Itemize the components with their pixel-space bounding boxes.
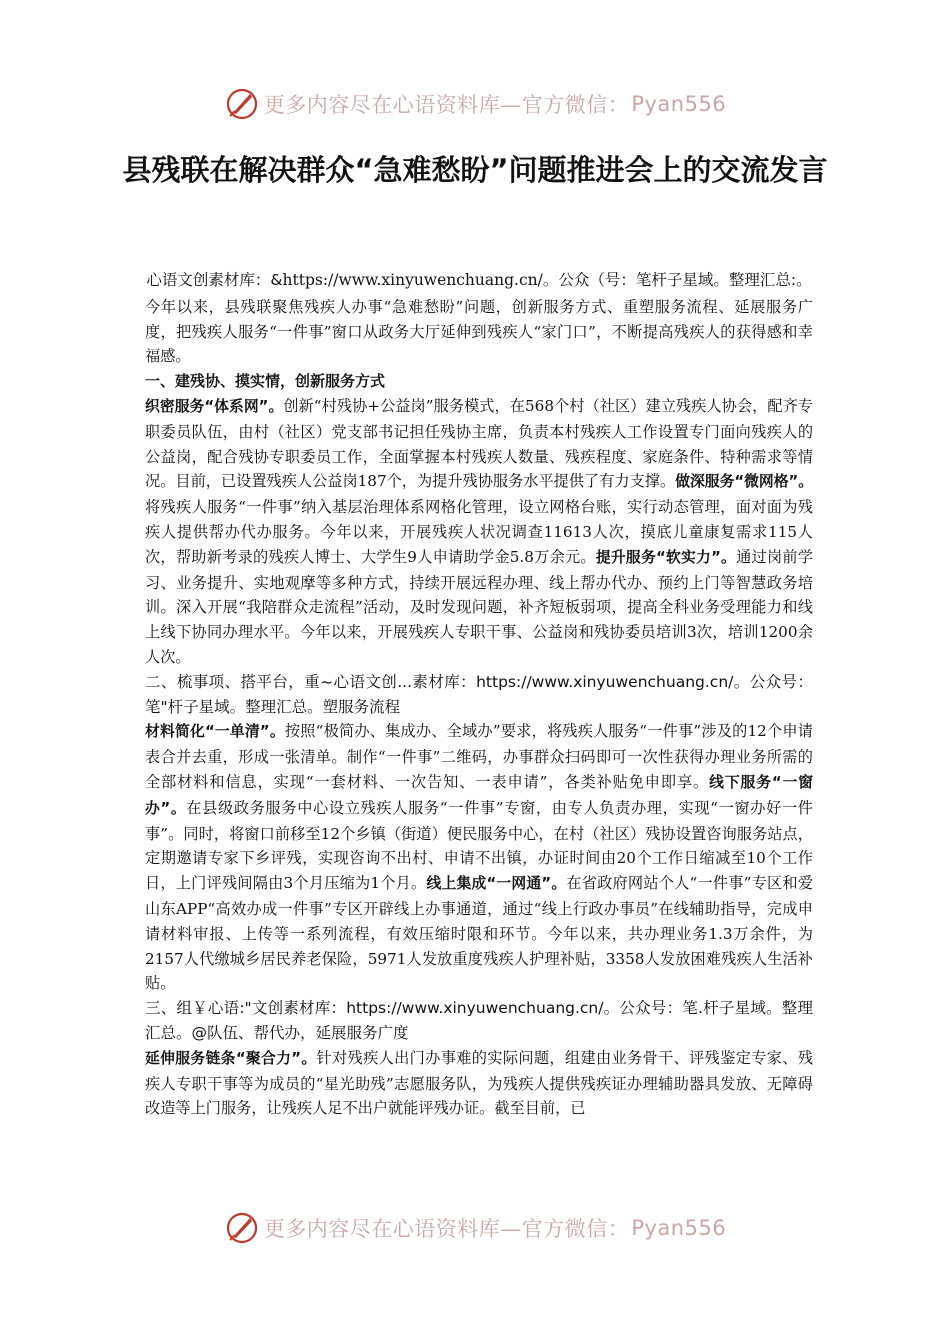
document-body [145, 268, 813, 1121]
banner-text: 更多内容尽在心语资料库—官方微信： [263, 1217, 630, 1241]
section-3-paragraph: 延伸服务链条“聚合力”。针对残疾人出门办事难的实际问题，组建由业务骨干、评残鉴定专家、残疾人专职干事等为成员的“星光助残”志愿服务队，为残疾人提供残疾证办理辅助器具发放、无障碍改造等上门服务，让残疾人足不出户就能评残办证。截至目前，已 [145, 1048, 814, 1118]
quill-logo-icon [224, 1210, 260, 1246]
section-1-paragraph: 织密服务“体系网”。创新“村残协+公益岗”服务模式，在568个村（社区）建立残疾人协会，配齐专职委员队伍，由村（社区）党支部书记担任残协主席，负责本村残疾人工作设置专门面向残疾人的公益岗，配合残协专职委员工作，全面掌握本村残疾人数量、残疾程度、家庭条件、特种需求等情况。目前，已设置残疾人公益岗187个，为提升残协服务水平提供了有力支撑。做深服务“微网格”。将残疾人服务“一件事”纳入基层治理体系网格化管理，设立网格台账，实行动态管理，面对面为残疾人提供帮办代办服务。今年以来，开展残疾人状况调查11613人次，摸底儿童康复需求115人次，帮助新考录的残疾人博士、大学生9人申请助学金5.8万余元。提升服务“软实力”。通过岗前学习、业务提升、实地观摩等多种方式，持续开展远程办理、线上帮办代办、预约上门等智慧政务培训。深入开展“我陪群众走流程”活动，及时发现问题，补齐短板弱项，提高全科业务受理能力和线上线下协同办理水平。今年以来，开展残疾人专职干事、公益岗和残协委员培训3次，培训1200余人次。 [145, 396, 814, 666]
section-1-heading: 一、建残协、摸实情，创新服务方式 [145, 372, 386, 391]
section-3-heading: 三、组￥心语:"文创素材库：https://www.xinyuwenchuang.cn/。公众号：笔.杆子星域。整理汇总。@队伍、帮代办，延展服务广度 [145, 999, 813, 1042]
header-watermark-banner [0, 84, 950, 124]
banner-wechat-id: Pyan556 [631, 92, 727, 116]
source-line: 心语文创素材库：&https://www.xinyuwenchuang.cn/。公众（号：笔杆子星域。整理汇总:。 [146, 271, 812, 289]
footer-watermark-banner [0, 1208, 950, 1248]
source-url: https://www.xinyuwenchuang.cn/ [282, 271, 543, 289]
document-title: 县残联在解决群众“急难愁盼”问题推进会上的交流发言 [122, 153, 828, 187]
section-2-paragraph: 材料简化“一单清”。按照“极简办、集成办、全域办”要求，将残疾人服务“一件事”涉及的12个申请表合并去重，形成一张清单。制作“一件事”二维码，办事群众扫码即可一次性获得办理业务所需的全部材料和信息，实现“一套材料、一次告知、一表申请”，各类补贴免申即享。线下服务“一窗办”。在县级政务服务中心设立残疾人服务“一件事”专窗，由专人负责办理，实现“一窗办好一件事”。同时，将窗口前移至12个乡镇（街道）便民服务中心，在村（社区）残协设置咨询服务站点，定期邀请专家下乡评残，实现咨询不出村、申请不出镇，办证时间由20个工作日缩减至10个工作日，上门评残间隔由3个月压缩为1个月。线上集成“一网通”。在省政府网站个人“一件事”专区和爱山东APP“高效办成一件事”专区开辟线上办事通道，通过“线上行政办事员”在线辅助指导，完成申请材料审报、上传等一系列流程，有效压缩时限和环节。今年以来，共办理业务1.3万余件，为2157人代缴城乡居民养老保险，5971人发放重度残疾人护理补贴，3358人发放困难残疾人生活补贴。 [145, 722, 814, 993]
banner-wechat-id: Pyan556 [631, 1216, 727, 1240]
intro-paragraph: 今年以来，县残联聚焦残疾人办事“急难愁盼”问题，创新服务方式、重塑服务流程、延展服务广度，把残疾人服务“一件事”窗口从政务大厅延伸到残疾人“家门口”，不断提高残疾人的获得感和幸福感。 [145, 297, 813, 366]
banner-text: 更多内容尽在心语资料库—官方微信： [263, 93, 630, 117]
section-2-heading: 二、梳事项、搭平台，重~心语文创...素材库：https://www.xinyuwenchuang.cn/。公众号：笔"杆子星域。整理汇总。塑服务流程 [145, 672, 813, 716]
quill-logo-icon [224, 86, 260, 122]
